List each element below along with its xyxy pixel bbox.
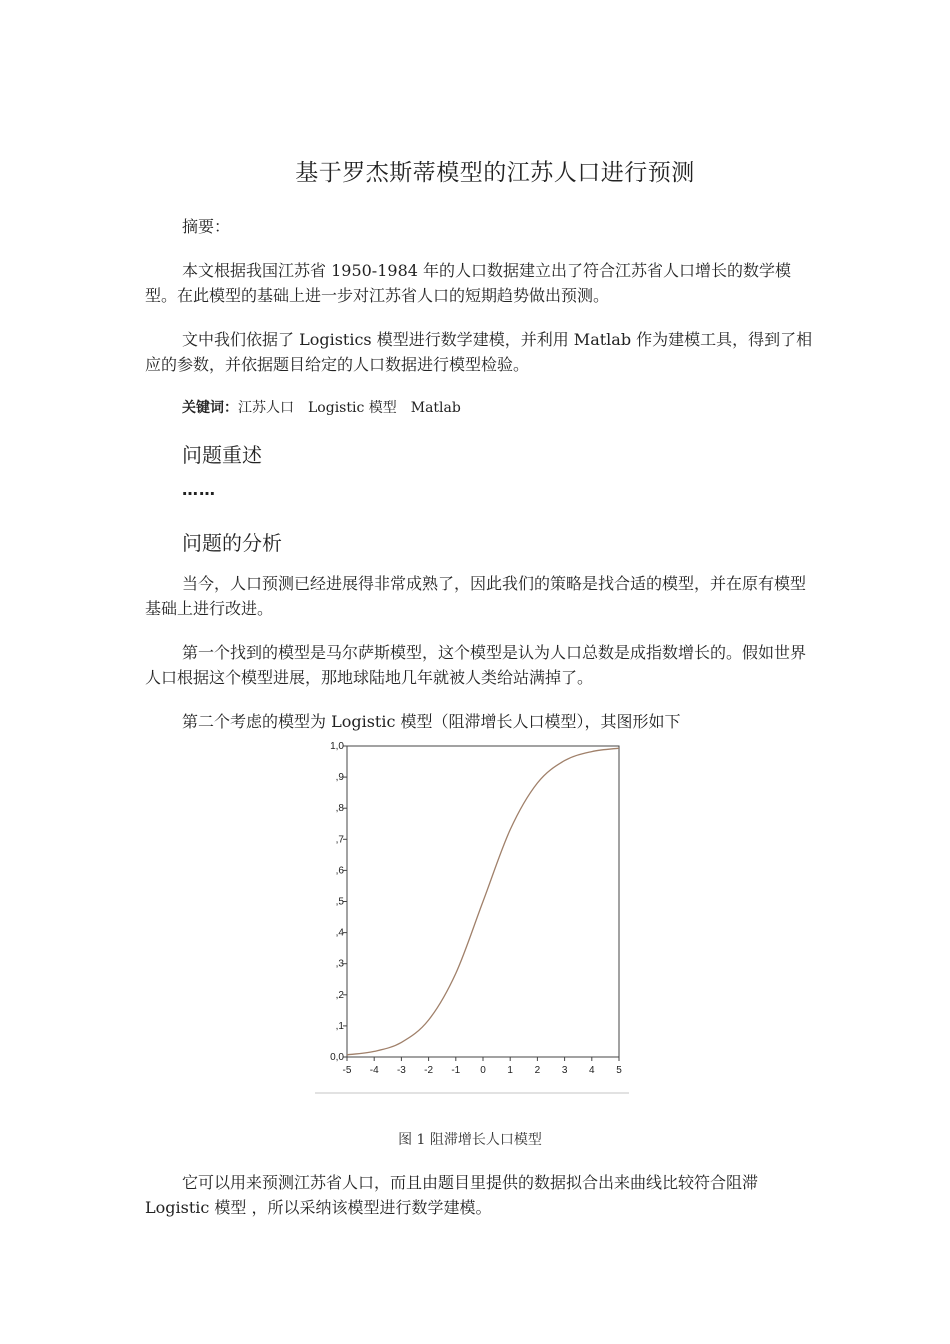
keywords-label: 关键词： [182,400,238,416]
y-tick-label: ,9 [335,772,344,784]
x-tick-label: 4 [589,1065,595,1076]
section-heading-analysis: 问题的分析 [182,531,282,555]
abstract-heading: 摘要： [182,217,231,236]
logistic-chart [312,736,632,1096]
y-tick-label: ,7 [335,834,344,846]
y-tick-label: 1,0 [330,741,344,752]
analysis-paragraph-2: 第一个找到的模型是马尔萨斯模型，这个模型是认为人口总数是成指数增长的。假如世界人口根据这个模型进展，那地球陆地几年就被人类给站满掉了。 [145,643,807,687]
chart-background [312,736,632,1096]
section-ellipsis: …… [182,480,216,499]
y-tick-label: ,2 [335,989,344,1001]
closing-paragraph: 它可以用来预测江苏省人口，而且由题目里提供的数据拟合出来曲线比较符合阻滞 Logistic 模型 ，所以采纳该模型进行数学建模。 [145,1173,759,1217]
keyword-item: 江苏人口 [238,400,294,416]
y-tick-label: ,3 [335,958,344,970]
y-tick-label: ,1 [335,1020,344,1032]
x-tick-label: 3 [561,1065,568,1076]
x-tick-label: -2 [424,1065,434,1076]
abstract-paragraph-1: 本文根据我国江苏省 1950-1984 年的人口数据建立出了符合江苏省人口增长的数学模型。在此模型的基础上进一步对江苏省人口的短期趋势做出预测。 [145,261,792,305]
x-tick-label: 2 [534,1065,541,1076]
x-tick-label: 0 [480,1065,486,1076]
keyword-item: Logistic 模型 [308,400,397,416]
x-tick-label: 1 [507,1065,513,1076]
x-tick-label: 5 [616,1065,622,1076]
figure-caption: 图 1 阻滞增长人口模型 [398,1132,542,1148]
analysis-paragraph-3: 第二个考虑的模型为 Logistic 模型（阻滞增长人口模型），其图形如下 [182,712,681,731]
x-tick-label: -4 [369,1065,379,1076]
x-tick-label: -5 [342,1065,352,1076]
x-tick-label: -3 [396,1065,406,1076]
analysis-paragraph-1: 当今，人口预测已经进展得非常成熟了，因此我们的策略是找合适的模型，并在原有模型基础上进行改进。 [145,574,807,618]
keyword-item: Matlab [410,400,461,416]
y-tick-label: ,4 [335,927,344,939]
document-title: 基于罗杰斯蒂模型的江苏人口进行预测 [295,160,695,186]
abstract-paragraph-2: 文中我们依据了 Logistics 模型进行数学建模，并利用 Matlab 作为建模工具，得到了相应的参数，并依据题目给定的人口数据进行模型检验。 [145,330,813,374]
x-tick-label: -1 [451,1065,461,1076]
y-tick-label: 0,0 [330,1052,344,1063]
section-heading-restatement: 问题重述 [182,443,262,467]
y-tick-label: ,8 [335,803,344,815]
y-tick-label: ,5 [335,896,344,908]
keywords-line [182,397,475,417]
y-tick-label: ,6 [335,865,344,877]
